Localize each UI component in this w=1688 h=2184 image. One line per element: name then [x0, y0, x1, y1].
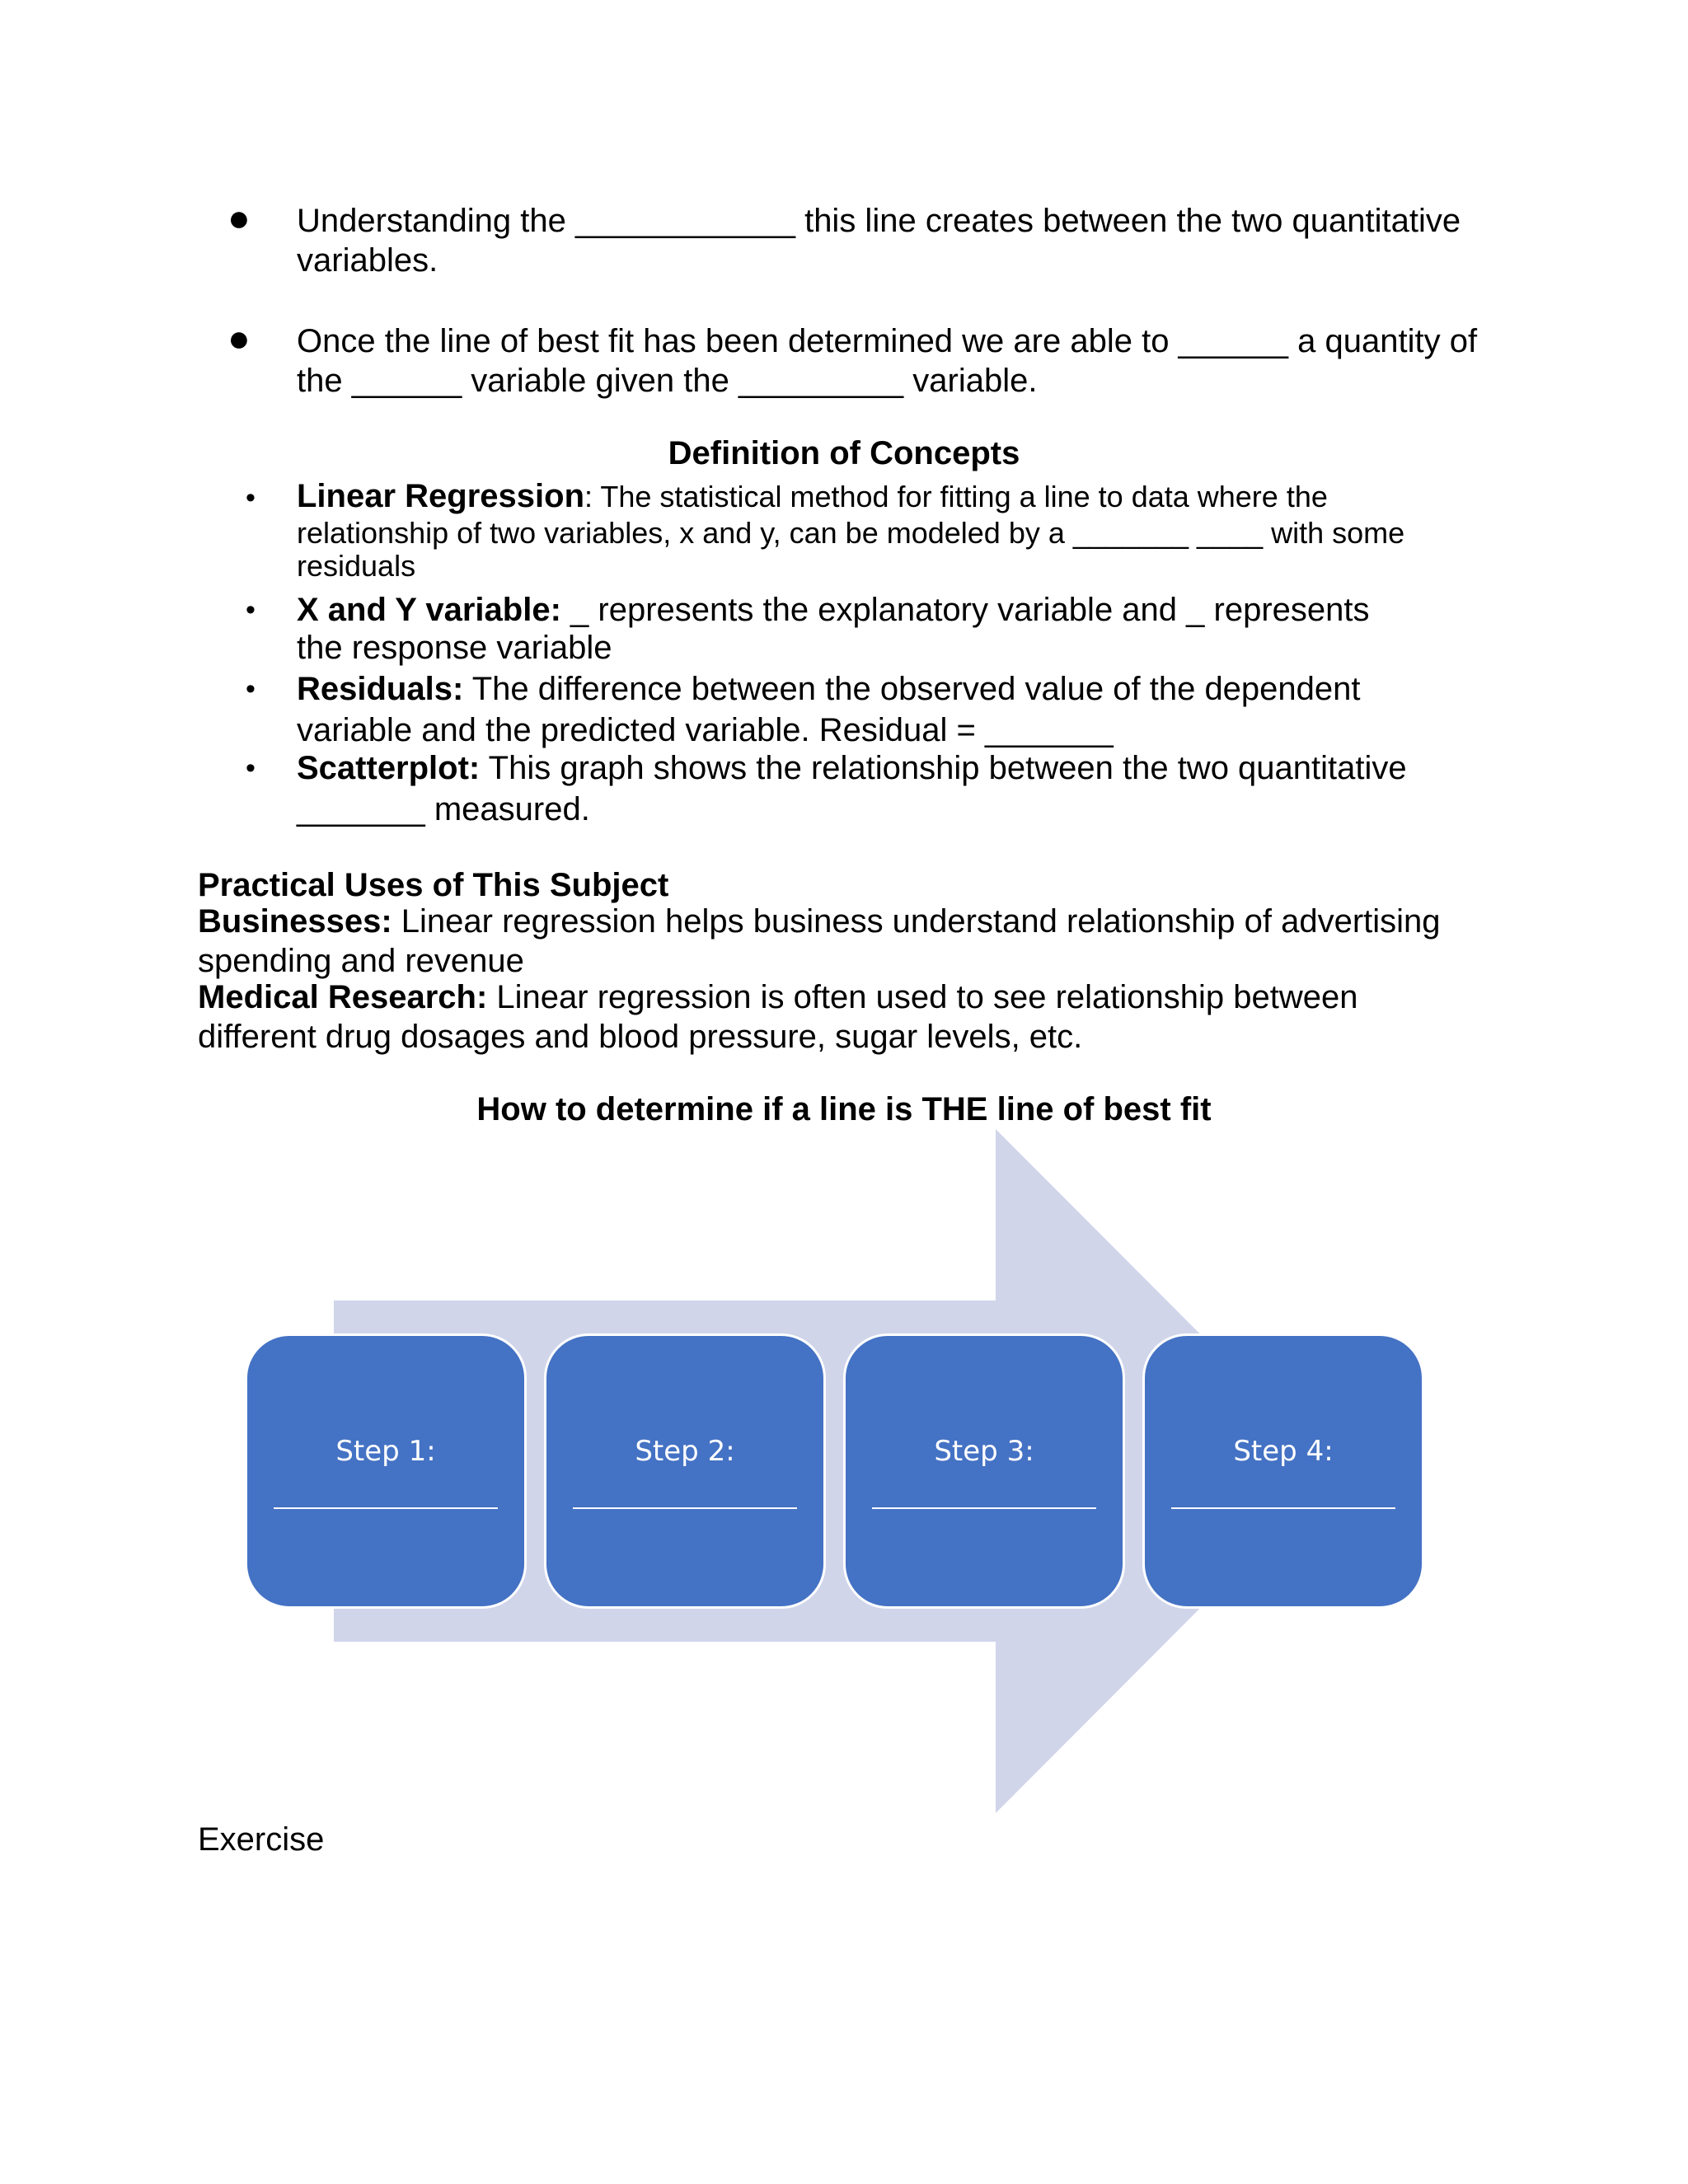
practical-item-medical-line2: different drug dosages and blood pressure, sugar levels, etc. [198, 1019, 1083, 1055]
intro-bullet-1-line2: variables. [297, 242, 438, 279]
practical-term: Medical Research: [198, 979, 488, 1015]
concept-term: Scatterplot: [297, 750, 481, 786]
bullet-icon: • [246, 482, 256, 513]
bullet-icon: ● [227, 316, 251, 359]
concept-text: _ represents the explanatory variable and _ represents [560, 592, 1370, 628]
practical-term: Businesses: [198, 903, 392, 940]
concept-text-line2: variable and the predicted variable. Residual = _______ [297, 712, 1114, 748]
step-label: Step 4: [1233, 1435, 1334, 1468]
practical-text: Linear regression helps business understand relationship of advertising [392, 903, 1441, 940]
concepts-heading: Definition of Concepts [668, 435, 1020, 471]
step-answer-line [872, 1507, 1096, 1509]
intro-bullet-2-line1: Once the line of best fit has been determined we are able to ______ a quantity of [297, 323, 1478, 359]
bullet-icon: • [246, 752, 256, 784]
intro-bullet-2-line2: the ______ variable given the _________ variable. [297, 363, 1038, 399]
step-box-1[interactable] [245, 1333, 527, 1609]
exercise-heading: Exercise [198, 1821, 325, 1858]
step-label: Step 1: [335, 1435, 436, 1468]
concept-term: X and Y variable: [297, 592, 561, 628]
concept-text-line3: residuals [297, 549, 416, 583]
concept-text-line2: relationship of two variables, x and y, can be modeled by a _______ ____ with some [297, 516, 1405, 550]
diagram-title: How to determine if a line is THE line of best fit [476, 1091, 1212, 1127]
concept-text-line2: the response variable [297, 630, 612, 666]
concept-text-line2: _______ measured. [297, 791, 590, 827]
step-answer-line [1171, 1507, 1395, 1509]
bullet-icon: ● [227, 196, 251, 239]
concept-text: This graph shows the relationship between the two quantitative [480, 750, 1407, 786]
step-box-4[interactable] [1142, 1333, 1424, 1609]
practical-heading: Practical Uses of This Subject [198, 867, 669, 903]
step-box-3[interactable] [843, 1333, 1125, 1609]
step-box-2[interactable] [544, 1333, 826, 1609]
concept-text: The difference between the observed value of the dependent [463, 671, 1361, 707]
concept-sep: : [584, 480, 593, 513]
bullet-icon: • [246, 673, 256, 705]
intro-bullet-1-line1: Understanding the ____________ this line creates between the two quantitative [297, 203, 1461, 239]
concept-term: Residuals: [297, 671, 464, 707]
practical-item-businesses-line2: spending and revenue [198, 943, 524, 979]
step-answer-line [573, 1507, 797, 1509]
concept-term: Linear Regression [297, 478, 585, 514]
step-label: Step 2: [635, 1435, 735, 1468]
bullet-icon: • [246, 594, 256, 626]
concept-text: The statistical method for fitting a line to data where the [593, 480, 1328, 513]
practical-text: Linear regression is often used to see relationship between [487, 979, 1358, 1015]
step-label: Step 3: [934, 1435, 1034, 1468]
step-answer-line [274, 1507, 498, 1509]
